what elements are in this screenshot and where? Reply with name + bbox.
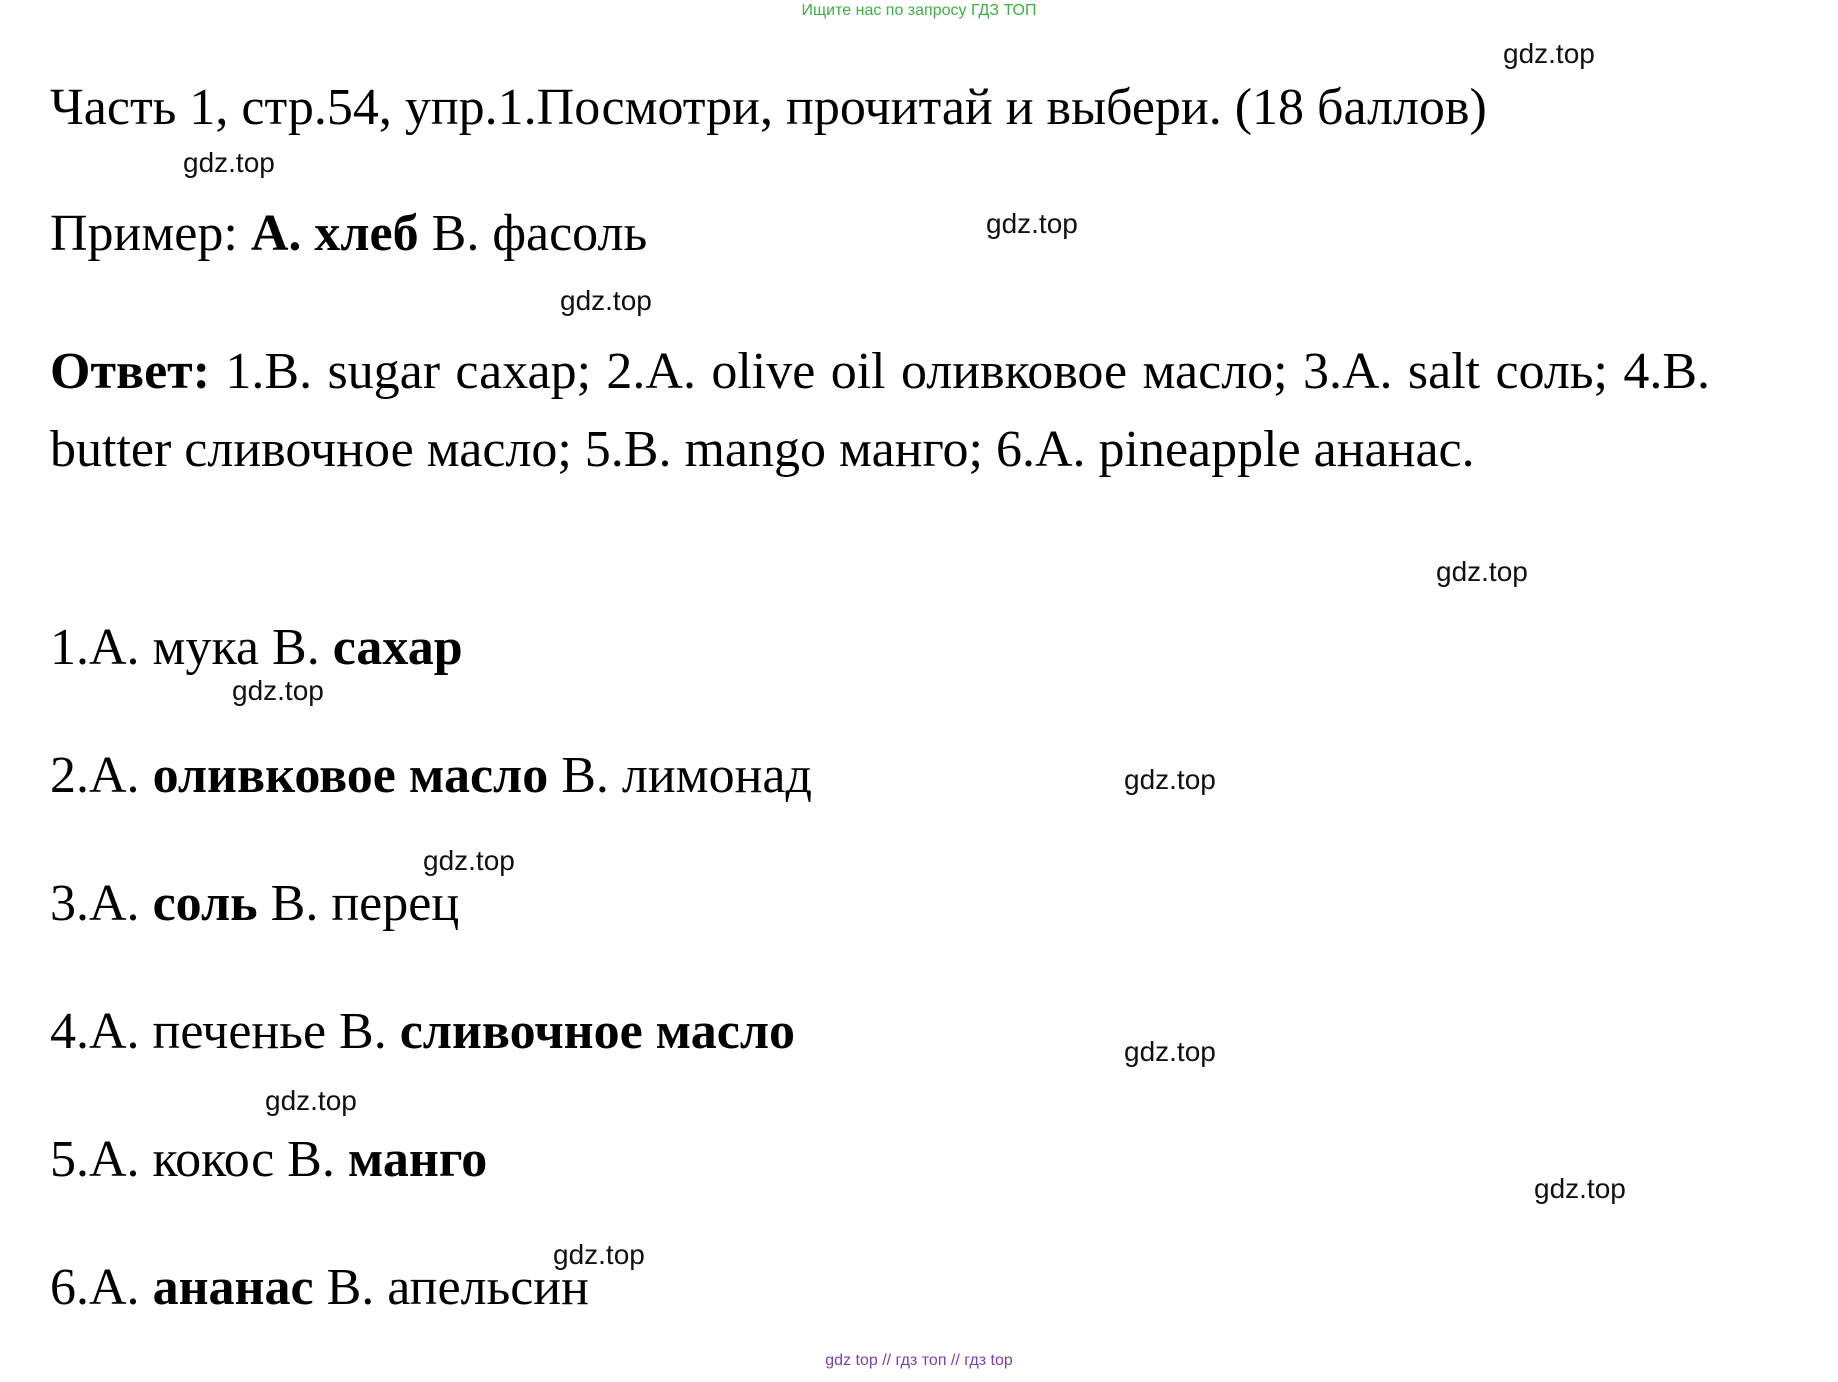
- watermark: gdz.top: [423, 845, 515, 876]
- watermark: gdz.top: [1503, 38, 1595, 69]
- watermark: gdz.top: [265, 1085, 357, 1116]
- item-answer: оливковое масло: [152, 747, 549, 804]
- watermark: gdz.top: [560, 285, 652, 316]
- watermark: gdz.top: [986, 208, 1078, 239]
- watermark: gdz.top: [232, 675, 324, 706]
- footer-links: gdz top // гдз топ // гдз top: [825, 1352, 1013, 1369]
- answer-paragraph: [50, 333, 1710, 489]
- item-text: 6.A.: [50, 1259, 140, 1316]
- item-answer: сливочное масло: [399, 1003, 795, 1060]
- item-text: 2.A.: [50, 747, 140, 804]
- example-rest: B. фасоль: [431, 205, 648, 262]
- item-4: [50, 1002, 795, 1062]
- item-text-rest: B. апельсин: [326, 1259, 589, 1316]
- item-2: [50, 746, 812, 806]
- item-answer: ананас: [152, 1259, 314, 1316]
- item-text-rest: B. лимонад: [561, 747, 812, 804]
- watermark: gdz.top: [1124, 764, 1216, 795]
- item-answer: сахар: [332, 619, 463, 676]
- watermark: gdz.top: [183, 147, 275, 178]
- example-line: [50, 204, 647, 264]
- item-text: 3.A.: [50, 875, 140, 932]
- example-bold: A. хлеб: [250, 205, 419, 262]
- watermark: gdz.top: [1534, 1173, 1626, 1204]
- item-text-rest: B. перец: [270, 875, 460, 932]
- item-3: [50, 874, 459, 934]
- answer-label: Ответ:: [50, 343, 211, 400]
- item-answer: соль: [152, 875, 258, 932]
- item-5: [50, 1130, 487, 1190]
- example-label: Пример:: [50, 205, 238, 262]
- top-banner: Ищите нас по запросу ГДЗ ТОП: [801, 2, 1037, 19]
- watermark: gdz.top: [553, 1239, 645, 1270]
- watermark: gdz.top: [1436, 556, 1528, 587]
- watermark: gdz.top: [1124, 1036, 1216, 1067]
- answer-text: 1.B. sugar сахар; 2.A. olive oil оливковое масло; 3.A. salt соль; 4.B. butter сливочное масло; 5.B. mango манго; 6.A. pineapple ананас.: [50, 343, 1711, 478]
- exercise-title: Часть 1, стр.54, упр.1.Посмотри, прочитай и выбери. (18 баллов): [50, 79, 1487, 136]
- item-text: 1.A. мука B.: [50, 619, 320, 676]
- item-text: 5.A. кокос B.: [50, 1131, 335, 1188]
- item-answer: манго: [347, 1131, 488, 1188]
- item-1: [50, 618, 463, 678]
- item-text: 4.A. печенье B.: [50, 1003, 387, 1060]
- item-6: [50, 1258, 589, 1318]
